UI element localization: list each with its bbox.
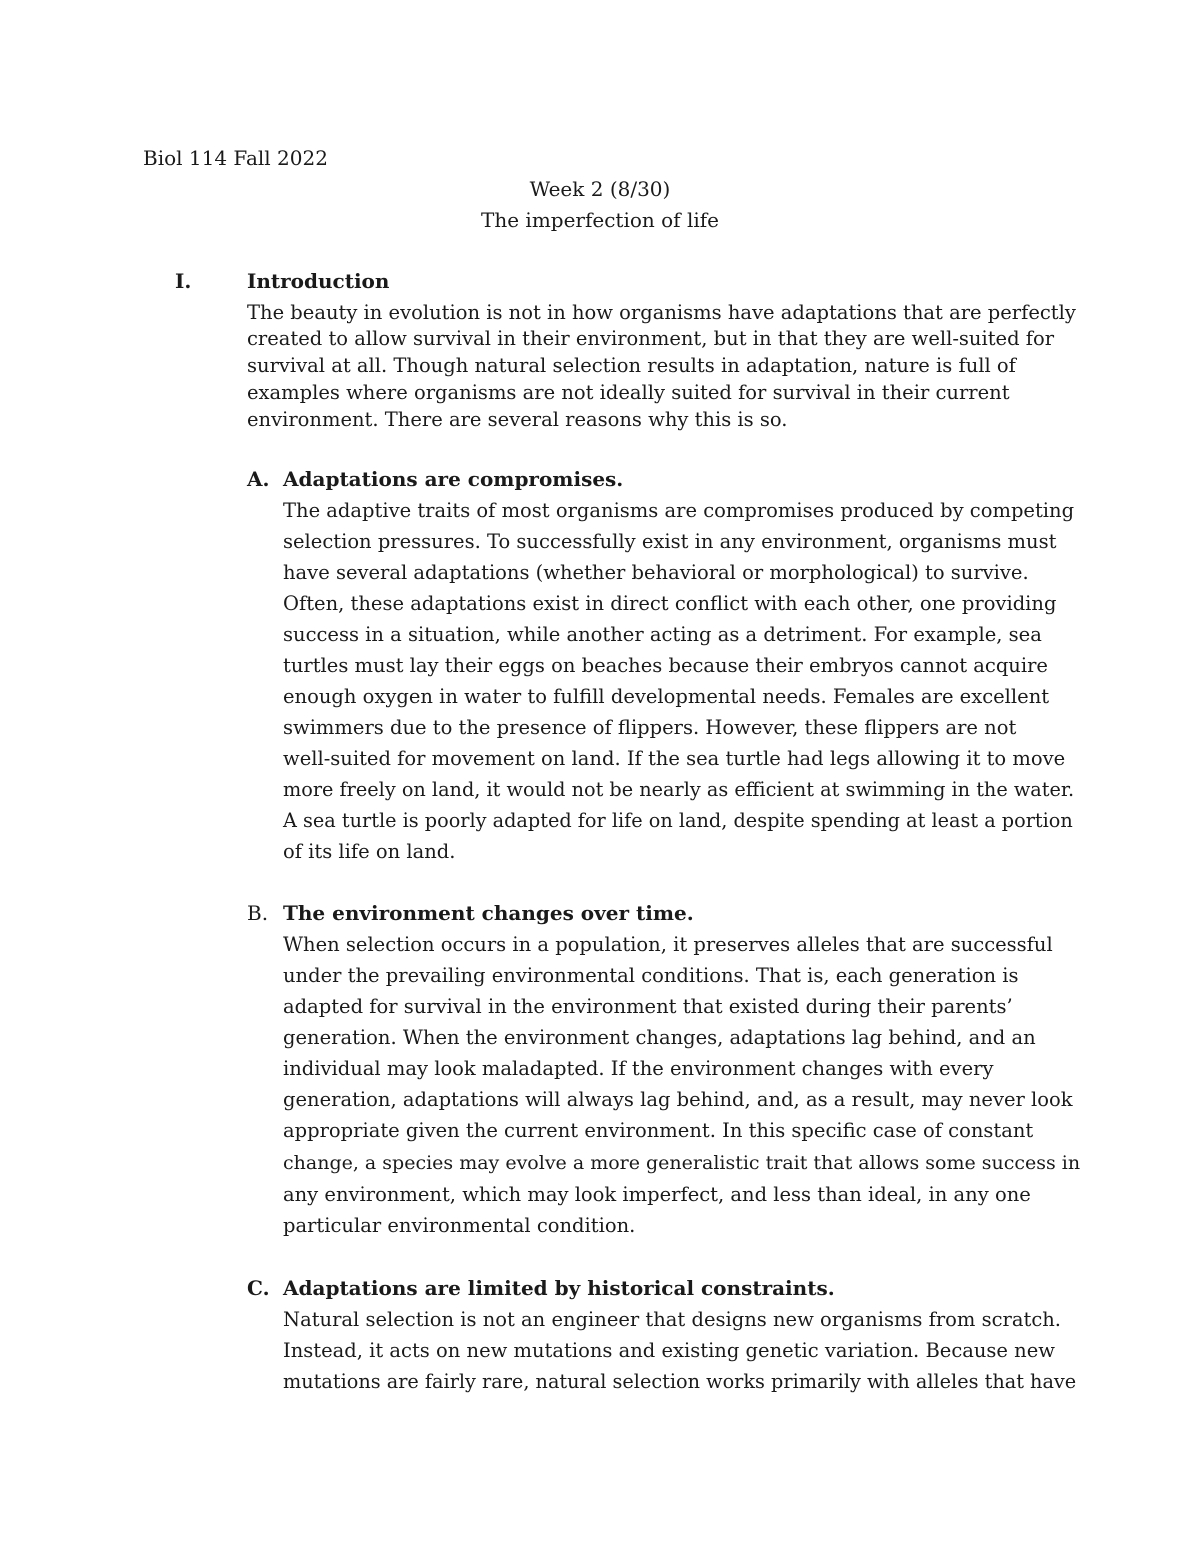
section-a-line: well-suited for movement on land. If the sea turtle had legs allowing it to move (283, 747, 1066, 770)
section-a-heading: Adaptations are compromises. (283, 467, 624, 491)
section-i-line: The beauty in evolution is not in how organisms have adaptations that are perfectly (247, 301, 1076, 324)
section-c-letter: C. (247, 1276, 270, 1300)
section-b-line: change, a species may evolve a more generalistic trait that allows some success in (283, 1152, 1081, 1174)
section-a-line: selection pressures. To successfully exist in any environment, organisms must (283, 530, 1057, 553)
section-a-line: of its life on land. (283, 840, 456, 863)
course-label: Biol 114 Fall 2022 (143, 146, 328, 170)
section-b-line: individual may look maladapted. If the environment changes with every (283, 1057, 994, 1080)
section-a-line: swimmers due to the presence of flippers. However, these flippers are not (283, 716, 1017, 739)
section-a-line: more freely on land, it would not be nearly as efficient at swimming in the water. (283, 778, 1075, 801)
section-i-line: environment. There are several reasons why this is so. (247, 408, 788, 431)
section-i-line: survival at all. Though natural selection results in adaptation, nature is full of (247, 354, 1016, 377)
section-a-line: enough oxygen in water to fulfill developmental needs. Females are excellent (283, 685, 1050, 708)
section-a-line: have several adaptations (whether behavioral or morphological) to survive. (283, 561, 1029, 584)
section-i-line: examples where organisms are not ideally suited for survival in their current (247, 381, 1010, 404)
section-c-heading: Adaptations are limited by historical constraints. (283, 1276, 835, 1300)
section-a-line: Often, these adaptations exist in direct conflict with each other, one providing (283, 592, 1057, 615)
section-b-heading: The environment changes over time. (283, 901, 694, 925)
section-b-line: particular environmental condition. (283, 1214, 636, 1237)
section-a-line: success in a situation, while another acting as a detriment. For example, sea (283, 623, 1042, 646)
section-i-line: created to allow survival in their environment, but in that they are well-suited for (247, 327, 1055, 350)
section-c-line: mutations are fairly rare, natural selection works primarily with alleles that have (283, 1370, 1077, 1393)
section-i-heading: Introduction (247, 269, 390, 293)
section-i-numeral: I. (175, 269, 192, 293)
section-a-line: turtles must lay their eggs on beaches because their embryos cannot acquire (283, 654, 1048, 677)
section-c-line: Natural selection is not an engineer that designs new organisms from scratch. (283, 1308, 1062, 1331)
section-b-line: any environment, which may look imperfect, and less than ideal, in any one (283, 1183, 1031, 1206)
section-a-line: The adaptive traits of most organisms are compromises produced by competing (283, 499, 1075, 522)
section-a-line: A sea turtle is poorly adapted for life on land, despite spending at least a portion (283, 809, 1073, 832)
section-b-letter: B. (247, 901, 269, 925)
week-label: Week 2 (8/30) (529, 177, 671, 201)
section-a-letter: A. (247, 467, 270, 491)
section-b-line: generation, adaptations will always lag behind, and, as a result, may never look (283, 1088, 1073, 1111)
section-b-line: appropriate given the current environment. In this specific case of constant (283, 1119, 1034, 1142)
section-c-line: Instead, it acts on new mutations and existing genetic variation. Because new (283, 1339, 1055, 1362)
document-title: The imperfection of life (481, 208, 719, 232)
section-b-line: under the prevailing environmental conditions. That is, each generation is (283, 964, 1019, 987)
section-b-line: generation. When the environment changes, adaptations lag behind, and an (283, 1026, 1036, 1049)
section-b-line: adapted for survival in the environment that existed during their parents’ (283, 995, 1013, 1018)
section-b-line: When selection occurs in a population, it preserves alleles that are successful (283, 933, 1053, 956)
